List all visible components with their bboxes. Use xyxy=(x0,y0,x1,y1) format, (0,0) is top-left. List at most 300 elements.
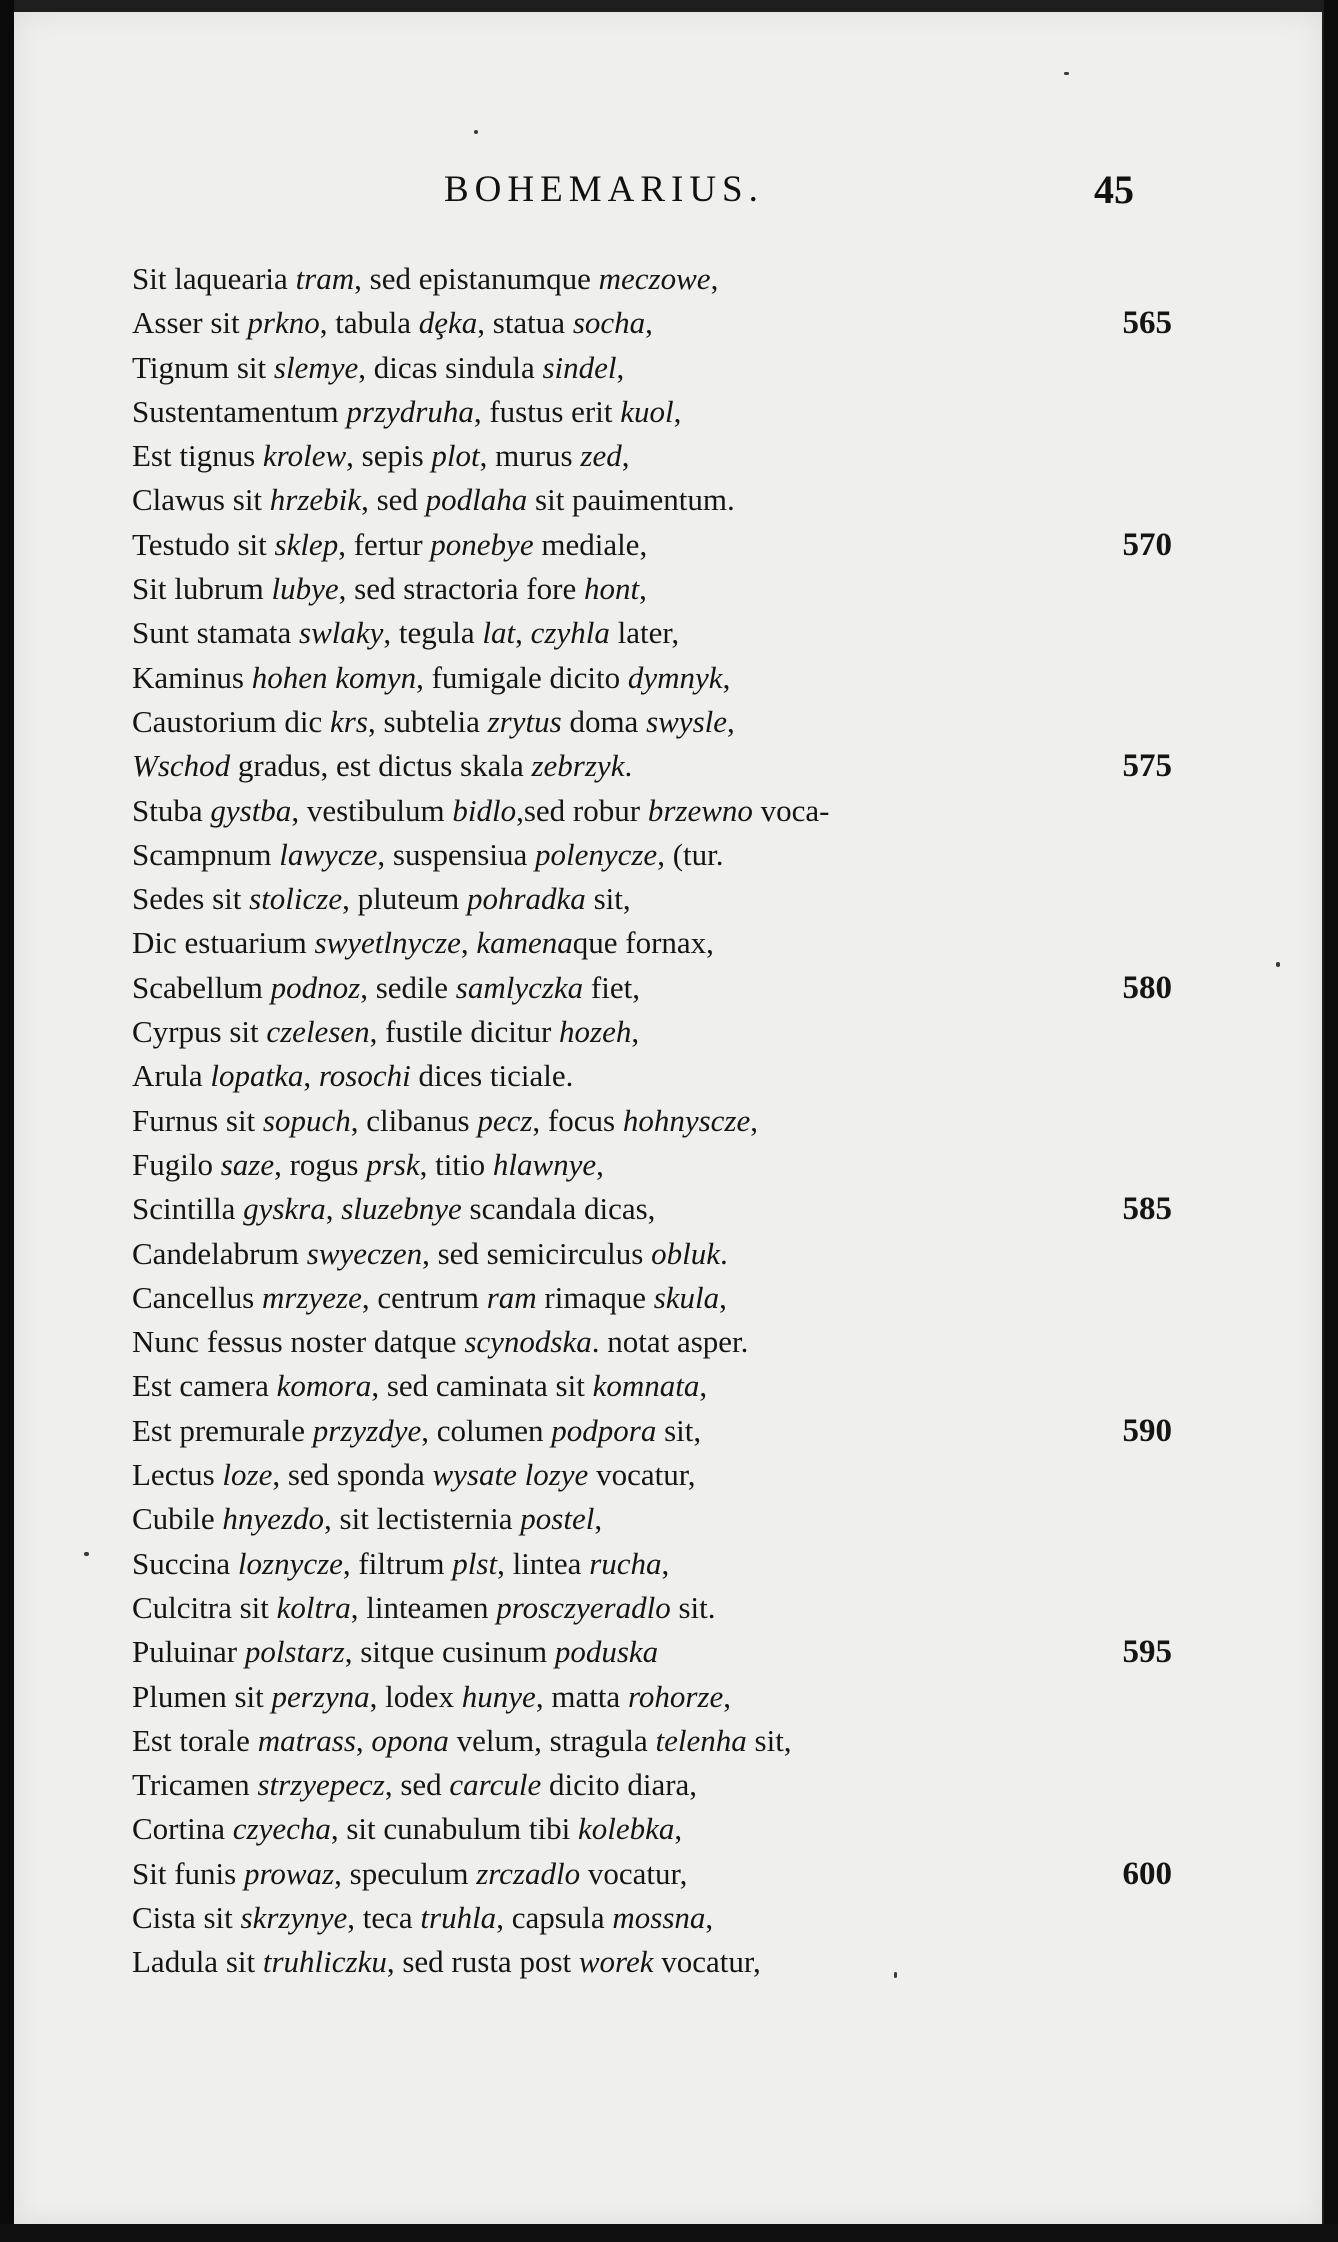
bohemian-gloss: gyskra xyxy=(243,1191,326,1227)
latin-text: , speculum xyxy=(334,1855,477,1891)
bohemian-gloss: prkno xyxy=(247,305,320,341)
latin-text: , sedile xyxy=(360,969,456,1005)
latin-text: sit, xyxy=(585,881,631,917)
latin-text: , sed sponda xyxy=(272,1457,433,1493)
latin-text: , focus xyxy=(532,1102,623,1138)
latin-text: , sed caminata sit xyxy=(371,1368,593,1404)
bohemian-gloss: czelesen xyxy=(266,1014,370,1050)
bohemian-gloss: czyhla xyxy=(530,615,610,651)
latin-text: , xyxy=(303,1058,319,1094)
verse-line-text xyxy=(132,1143,604,1187)
bohemian-gloss: obluk xyxy=(651,1235,720,1271)
bohemian-gloss: Wschod xyxy=(132,748,231,784)
bohemian-gloss: ram xyxy=(486,1279,537,1315)
scan-speck xyxy=(474,130,478,134)
bohemian-gloss: komora xyxy=(276,1368,372,1404)
bohemian-gloss: koltra xyxy=(276,1589,351,1625)
latin-text: , xyxy=(645,305,653,341)
latin-text: vocatur, xyxy=(653,1944,761,1980)
bohemian-gloss: mossna xyxy=(612,1899,706,1935)
bohemian-gloss: tram xyxy=(295,261,355,296)
latin-text: Arula xyxy=(132,1058,211,1094)
latin-text: , xyxy=(639,571,647,607)
bohemian-gloss: zrytus xyxy=(487,703,562,739)
latin-text: , xyxy=(596,1146,604,1182)
latin-text: ,sed robur xyxy=(516,792,648,828)
latin-text: Caustorium dic xyxy=(132,703,331,739)
bohemian-gloss: skrzynye xyxy=(240,1899,348,1935)
verse-line-text xyxy=(132,1719,792,1763)
verse-line-text xyxy=(132,1542,669,1586)
bohemian-gloss: swlaky xyxy=(299,615,384,651)
bohemian-gloss: truhliczku xyxy=(262,1944,387,1980)
verse-line-number: 580 xyxy=(1122,969,1172,1006)
latin-text: Est tignus xyxy=(132,438,263,474)
bohemian-gloss: lubye xyxy=(271,571,339,607)
verse-line-text xyxy=(132,921,714,965)
latin-text: , xyxy=(699,1368,708,1404)
bohemian-gloss: hohen komyn xyxy=(251,659,417,695)
bohemian-gloss: telenha xyxy=(655,1722,747,1758)
verse-line xyxy=(132,567,1212,611)
latin-text: Sedes sit xyxy=(132,881,250,917)
bohemian-gloss: sluzebnye xyxy=(341,1191,462,1227)
latin-text: , xyxy=(673,393,682,429)
latin-text: , xyxy=(710,261,719,296)
latin-text: Plumen sit xyxy=(132,1678,272,1714)
latin-text: . xyxy=(624,748,633,784)
latin-text: sit pauimentum. xyxy=(527,482,735,518)
latin-text: , fustus erit xyxy=(473,393,621,429)
bohemian-gloss: ponebye xyxy=(430,526,534,562)
running-title: BOHEMARIUS. xyxy=(444,169,764,210)
latin-text: Cancellus xyxy=(132,1279,262,1315)
verse-line-text xyxy=(132,1497,602,1541)
latin-text: Sit laquearia xyxy=(132,261,296,296)
bohemian-gloss: lawycze xyxy=(279,836,378,872)
verse-line-number: 600 xyxy=(1122,1855,1172,1892)
verse-line-text xyxy=(132,1896,713,1940)
bohemian-gloss: wysate lozye xyxy=(432,1457,589,1493)
verse-line-text xyxy=(132,1940,761,1984)
page-number: 45 xyxy=(1094,167,1134,212)
bohemian-gloss: bidlo xyxy=(452,792,517,828)
bohemian-gloss: truhla xyxy=(420,1899,497,1935)
latin-text: , tabula xyxy=(319,305,419,341)
latin-text: sit. xyxy=(670,1589,716,1625)
bohemian-gloss: hohnyscze xyxy=(622,1102,751,1138)
verse-line-text xyxy=(132,478,735,522)
latin-text: , sed xyxy=(384,1767,450,1803)
bohemian-gloss: perzyna xyxy=(271,1678,370,1714)
bohemian-gloss: gystba xyxy=(210,792,292,828)
verse-line-text xyxy=(132,744,632,788)
scan-border-right xyxy=(1324,0,1338,2242)
verse-line-text xyxy=(132,523,647,567)
latin-text: , subtelia xyxy=(367,703,488,739)
latin-text: Puluinar xyxy=(132,1634,245,1670)
latin-text: , sed semicirculus xyxy=(422,1235,652,1271)
bohemian-gloss: rosochi xyxy=(318,1058,411,1094)
latin-text: , linteamen xyxy=(350,1589,497,1625)
bohemian-gloss: swyetlnycze xyxy=(314,925,461,961)
latin-text: Est camera xyxy=(132,1368,277,1404)
latin-text: , statua xyxy=(477,305,573,341)
verse-line xyxy=(132,1010,1212,1054)
running-head xyxy=(14,162,1322,218)
latin-text: Ladula sit xyxy=(132,1944,263,1980)
latin-text: , sed rusta post xyxy=(386,1944,579,1980)
verse-line-number: 565 xyxy=(1122,305,1172,342)
latin-text: , xyxy=(705,1899,714,1935)
bohemian-gloss: mrzyeze xyxy=(262,1279,362,1315)
bohemian-gloss: sindel xyxy=(542,349,617,385)
verse-line-text xyxy=(132,611,679,655)
latin-text: Cista sit xyxy=(132,1899,241,1935)
latin-text: Clawus sit xyxy=(132,482,270,518)
verse-line-text xyxy=(132,700,735,744)
verse-line-number: 575 xyxy=(1122,748,1172,785)
latin-text: , xyxy=(616,349,625,385)
latin-text: Sustentamentum xyxy=(132,393,347,429)
verse-line-text xyxy=(132,1320,748,1364)
latin-text: que fornax, xyxy=(572,925,714,961)
bohemian-gloss: hont xyxy=(583,571,640,607)
latin-text: mediale, xyxy=(533,526,648,562)
verse-line xyxy=(132,833,1212,877)
verse-line xyxy=(132,523,1212,567)
verse-line xyxy=(132,1896,1212,1940)
latin-text: . xyxy=(720,1235,728,1271)
latin-text: , xyxy=(460,925,477,961)
verse-line-text xyxy=(132,346,624,390)
latin-text: , teca xyxy=(347,1899,421,1935)
bohemian-gloss: dȩka xyxy=(418,305,478,341)
latin-text: sit, xyxy=(656,1412,702,1448)
latin-text: vocatur, xyxy=(580,1855,688,1891)
verse-line xyxy=(132,301,1212,345)
latin-text: , xyxy=(594,1501,603,1537)
latin-text: , rogus xyxy=(274,1146,367,1182)
bohemian-gloss: krs xyxy=(330,703,368,739)
latin-text: , columen xyxy=(421,1412,552,1448)
verse-line xyxy=(132,1497,1212,1541)
bohemian-gloss: przydruha xyxy=(346,393,474,429)
verse-line-text xyxy=(132,567,647,611)
bohemian-gloss: krolew xyxy=(262,438,347,474)
latin-text: doma xyxy=(561,703,647,739)
bohemian-gloss: plst xyxy=(452,1545,498,1581)
scan-border-left xyxy=(0,0,14,2242)
latin-text: , suspensiua xyxy=(377,836,535,872)
verse-line xyxy=(132,1586,1212,1630)
latin-text: Stuba xyxy=(132,792,211,828)
bohemian-gloss: podpora xyxy=(551,1412,657,1448)
bohemian-gloss: sopuch xyxy=(262,1102,351,1138)
latin-text: . notat asper. xyxy=(591,1324,749,1360)
verse-line xyxy=(132,611,1212,655)
latin-text: , vestibulum xyxy=(291,792,453,828)
bohemian-gloss: podnoz xyxy=(270,969,361,1005)
scan-speck xyxy=(84,1552,89,1556)
latin-text: Sit lubrum xyxy=(132,571,272,607)
bohemian-gloss: pohradka xyxy=(466,881,586,917)
verse-line-text xyxy=(132,1099,758,1143)
bohemian-gloss: hlawnye xyxy=(492,1146,597,1182)
verse-line-text xyxy=(132,390,681,434)
verse-line-text xyxy=(132,301,653,345)
latin-text: velum, stragula xyxy=(448,1722,656,1758)
bohemian-gloss: rohorze xyxy=(627,1678,724,1714)
bohemian-gloss: skula xyxy=(653,1279,720,1315)
latin-text: Testudo sit xyxy=(132,526,275,562)
bohemian-gloss: kamena xyxy=(476,925,573,961)
latin-text: , sit cunabulum tibi xyxy=(330,1811,578,1847)
latin-text: Culcitra sit xyxy=(132,1589,277,1625)
verse-line xyxy=(132,1675,1212,1719)
verse-text-block xyxy=(132,257,1212,1985)
latin-text: gradus, est dictus skala xyxy=(230,748,532,784)
scan-speck xyxy=(894,1972,897,1978)
latin-text: , tegula xyxy=(383,615,483,651)
verse-line-number: 570 xyxy=(1122,526,1172,563)
latin-text: , capsula xyxy=(496,1899,613,1935)
latin-text: rimaque xyxy=(536,1279,654,1315)
latin-text: , sed stractoria fore xyxy=(338,571,584,607)
bohemian-gloss: kolebka xyxy=(577,1811,675,1847)
bohemian-gloss: zrczadlo xyxy=(476,1855,581,1891)
verse-line xyxy=(132,1099,1212,1143)
latin-text: later, xyxy=(609,615,680,651)
bohemian-gloss: hrzebik xyxy=(269,482,362,518)
bohemian-gloss: slemye xyxy=(273,349,359,385)
verse-line-text xyxy=(132,1630,658,1674)
verse-line xyxy=(132,257,1212,301)
bohemian-gloss: polstarz xyxy=(244,1634,345,1670)
verse-line xyxy=(132,656,1212,700)
latin-text: , clibanus xyxy=(350,1102,478,1138)
verse-line xyxy=(132,744,1212,788)
latin-text: Est torale xyxy=(132,1722,258,1758)
latin-text: Cubile xyxy=(132,1501,223,1537)
bohemian-gloss: komnata xyxy=(592,1368,700,1404)
verse-line-number: 585 xyxy=(1122,1191,1172,1228)
verse-line-text xyxy=(132,1010,639,1054)
latin-text: , (tur. xyxy=(657,836,724,872)
bohemian-gloss: dymnyk xyxy=(627,659,723,695)
bohemian-gloss: samlyczka xyxy=(455,969,584,1005)
verse-line xyxy=(132,877,1212,921)
bohemian-gloss: hnyezdo xyxy=(222,1501,325,1537)
verse-line-text xyxy=(132,1187,655,1231)
latin-text: Lectus xyxy=(132,1457,223,1493)
verse-line-text xyxy=(132,1409,701,1453)
verse-line xyxy=(132,1453,1212,1497)
verse-line-text xyxy=(132,1807,682,1851)
bohemian-gloss: scynodska xyxy=(464,1324,592,1360)
bohemian-gloss: swysle xyxy=(646,703,727,739)
latin-text: , sed xyxy=(361,482,426,518)
verse-line xyxy=(132,346,1212,390)
bohemian-gloss: hozeh xyxy=(559,1014,632,1050)
verse-line xyxy=(132,789,1212,833)
latin-text: Candelabrum xyxy=(132,1235,307,1271)
bohemian-gloss: meczowe xyxy=(598,261,711,296)
verse-line-text xyxy=(132,1054,573,1098)
bohemian-gloss: plot xyxy=(431,438,480,474)
latin-text: Cyrpus sit xyxy=(132,1014,267,1050)
bohemian-gloss: polenycze xyxy=(534,836,658,872)
bohemian-gloss: hunye xyxy=(461,1678,536,1714)
verse-line-text xyxy=(132,1675,731,1719)
bohemian-gloss: postel xyxy=(520,1501,595,1537)
latin-text: , filtrum xyxy=(342,1545,453,1581)
verse-line xyxy=(132,1542,1212,1586)
verse-line-text xyxy=(132,1276,727,1320)
bohemian-gloss: sklep xyxy=(274,526,339,562)
bohemian-gloss: worek xyxy=(578,1944,654,1980)
bohemian-gloss: loze xyxy=(222,1457,273,1493)
latin-text: vocatur, xyxy=(588,1457,696,1493)
verse-line xyxy=(132,1763,1212,1807)
verse-line-text xyxy=(132,966,640,1010)
bohemian-gloss: strzyepecz xyxy=(257,1767,385,1803)
verse-line xyxy=(132,1940,1212,1984)
bohemian-gloss: loznycze xyxy=(237,1545,343,1581)
latin-text: , fertur xyxy=(338,526,431,562)
bohemian-gloss: swyeczen xyxy=(306,1235,423,1271)
latin-text: Est premurale xyxy=(132,1412,313,1448)
verse-line xyxy=(132,1232,1212,1276)
latin-text: , xyxy=(621,438,630,474)
latin-text: Nunc fessus noster datque xyxy=(132,1324,465,1360)
bohemian-gloss: podlaha xyxy=(425,482,528,518)
verse-line xyxy=(132,700,1212,744)
verse-line xyxy=(132,1320,1212,1364)
latin-text: Scintilla xyxy=(132,1191,244,1227)
latin-text: , xyxy=(674,1811,683,1847)
latin-text: Kaminus xyxy=(132,659,252,695)
latin-text: , sed epistanumque xyxy=(354,261,599,296)
latin-text: , xyxy=(727,703,735,739)
latin-text: , xyxy=(719,1279,727,1315)
verse-line-text xyxy=(132,1763,697,1807)
latin-text: , murus xyxy=(479,438,581,474)
bohemian-gloss: lopatka xyxy=(210,1058,304,1094)
verse-line-number: 595 xyxy=(1122,1634,1172,1671)
bohemian-gloss: zed xyxy=(580,438,622,474)
latin-text: fiet, xyxy=(583,969,640,1005)
verse-line-text xyxy=(132,789,829,833)
latin-text: , matta xyxy=(535,1678,628,1714)
verse-line xyxy=(132,921,1212,965)
latin-text: Furnus sit xyxy=(132,1102,263,1138)
latin-text: Asser sit xyxy=(132,305,248,341)
scan-speck xyxy=(1064,72,1069,75)
bohemian-gloss: prosczyeradlo xyxy=(496,1589,671,1625)
latin-text: , fustile dicitur xyxy=(369,1014,560,1050)
latin-text: dicito diara, xyxy=(541,1767,698,1803)
bohemian-gloss: czyecha xyxy=(232,1811,331,1847)
verse-line xyxy=(132,478,1212,522)
bohemian-gloss: lat xyxy=(482,615,516,651)
verse-line xyxy=(132,434,1212,478)
latin-text: voca- xyxy=(752,792,830,828)
latin-text: Dic estuarium xyxy=(132,925,315,961)
latin-text: , dicas sindula xyxy=(358,349,543,385)
verse-line xyxy=(132,1054,1212,1098)
verse-line xyxy=(132,390,1212,434)
latin-text: , pluteum xyxy=(342,881,467,917)
verse-line xyxy=(132,1807,1212,1851)
latin-text: Fugilo xyxy=(132,1146,221,1182)
latin-text: , xyxy=(750,1102,758,1138)
latin-text: Cortina xyxy=(132,1811,233,1847)
verse-line xyxy=(132,1187,1212,1231)
verse-line xyxy=(132,1409,1212,1453)
latin-text: , lodex xyxy=(369,1678,462,1714)
bohemian-gloss: opona xyxy=(371,1722,449,1758)
verse-line xyxy=(132,1364,1212,1408)
scan-border-bottom xyxy=(0,2224,1338,2242)
bohemian-gloss: prsk xyxy=(366,1146,420,1182)
latin-text: scandala dicas, xyxy=(461,1191,656,1227)
latin-text: Tignum sit xyxy=(132,349,274,385)
bohemian-gloss: socha xyxy=(572,305,646,341)
latin-text: , xyxy=(355,1722,372,1758)
latin-text: dices ticiale. xyxy=(410,1058,574,1094)
verse-line-text xyxy=(132,1232,728,1276)
verse-line xyxy=(132,966,1212,1010)
bohemian-gloss: matrass xyxy=(257,1722,356,1758)
latin-text: Succina xyxy=(132,1545,238,1581)
verse-line xyxy=(132,1852,1212,1896)
verse-line-text xyxy=(132,833,724,877)
verse-line-text xyxy=(132,1364,707,1408)
latin-text: , sepis xyxy=(346,438,432,474)
verse-line xyxy=(132,1719,1212,1763)
latin-text: , xyxy=(723,1678,731,1714)
latin-text: , xyxy=(631,1014,640,1050)
verse-line xyxy=(132,1276,1212,1320)
latin-text: , xyxy=(325,1191,342,1227)
latin-text: , lintea xyxy=(497,1545,590,1581)
latin-text: , xyxy=(722,659,731,695)
verse-line-text xyxy=(132,257,718,301)
latin-text: , fumigale dicito xyxy=(416,659,628,695)
bohemian-gloss: kuol xyxy=(620,393,674,429)
latin-text: , titio xyxy=(419,1146,493,1182)
book-page xyxy=(14,12,1322,2224)
latin-text: Tricamen xyxy=(132,1767,258,1803)
latin-text: , sit lectisternia xyxy=(324,1501,521,1537)
latin-text: , xyxy=(661,1545,670,1581)
bohemian-gloss: rucha xyxy=(589,1545,662,1581)
latin-text: sit, xyxy=(746,1722,792,1758)
latin-text: Sunt stamata xyxy=(132,615,300,651)
bohemian-gloss: przyzdye xyxy=(312,1412,422,1448)
bohemian-gloss: stolicze xyxy=(249,881,343,917)
latin-text: Scabellum xyxy=(132,969,271,1005)
latin-text: , centrum xyxy=(361,1279,487,1315)
latin-text: Scampnum xyxy=(132,836,280,872)
verse-line-text xyxy=(132,1852,687,1896)
bohemian-gloss: prowaz xyxy=(243,1855,335,1891)
verse-line-text xyxy=(132,877,631,921)
verse-line-text xyxy=(132,434,629,478)
bohemian-gloss: brzewno xyxy=(647,792,753,828)
verse-line-number: 590 xyxy=(1122,1412,1172,1449)
